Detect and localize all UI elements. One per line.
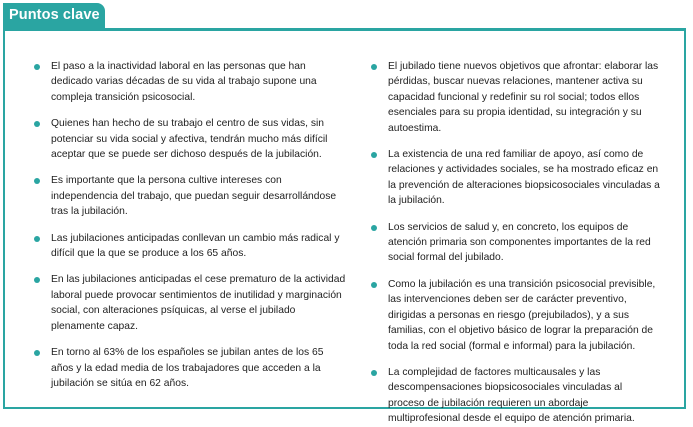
section-title: Puntos clave (9, 7, 100, 23)
list-item-text: Como la jubilación es una transición psicosocial previsible, las intervenciones deben ser de carácter preventivo, dirigidas a personas en riesgo (prejubilados), y a sus familias, con el objetivo básico de lograr la preparación de toda la red social (formal e informal) para la jubilación. (388, 278, 656, 352)
list-item-text: Es importante que la persona cultive intereses con independencia del trabajo, que puedan seguir desarrollándose tras la jubilación. (51, 175, 337, 218)
list-item-text: El jubilado tiene nuevos objetivos que afrontar: elaborar las pérdidas, buscar nuevas relaciones, mantener activa su capacidad funcional y redefinir su rol social; todos ellos esenciales para su propia identidad, su integración y su autoestima. (388, 61, 659, 134)
list-item-text: La existencia de una red familiar de apoyo, así como de relaciones y actividades sociales, se ha mostrado eficaz en la prevención de alteraciones biopsicosociales vinculadas a la jubilación. (388, 149, 660, 207)
list-item-text: Las jubilaciones anticipadas conllevan un cambio más radical y difícil que la que se produce a los 65 años. (51, 232, 340, 260)
bullet-icon (34, 121, 40, 127)
bullet-icon (34, 277, 40, 283)
list-item (371, 277, 661, 354)
bullet-icon (34, 64, 40, 70)
bullet-icon (371, 152, 377, 158)
list-item (34, 231, 346, 262)
list-item (34, 173, 346, 219)
bullet-icon (371, 64, 377, 70)
bullet-icon (371, 282, 377, 288)
list-item-text: Quienes han hecho de su trabajo el centro de sus vidas, sin potenciar su vida social y afectiva, tendrán mucho más difícil aceptar que se puede ser dichoso después de la jubilación. (51, 118, 328, 161)
bullet-icon (371, 225, 377, 231)
bullet-icon (371, 370, 377, 376)
list-item (34, 59, 346, 105)
list-item-text: La complejidad de factores multicausales y las descompensaciones biopsicosociales vinculadas al proceso de jubilación requieren un abordaje multiprofesional desde el equipo de atención primaria. (388, 366, 635, 425)
list-item (371, 220, 661, 266)
list-item-text: En las jubilaciones anticipadas el cese prematuro de la actividad laboral puede provocar sentimientos de inutilidad y marginación social, con alteraciones psíquicas, al verse el jubilado plenamente capaz. (51, 274, 346, 332)
right-column (371, 51, 661, 427)
left-column (34, 51, 346, 391)
list-item-text: Los servicios de salud y, en concreto, los equipos de atención primaria son componentes importantes de la red social formal del jubilado. (388, 221, 651, 264)
header-tab (3, 3, 105, 29)
list-item (371, 365, 661, 427)
list-item (371, 59, 661, 136)
bullet-icon (34, 178, 40, 184)
list-item (34, 116, 346, 162)
key-points-box (3, 28, 686, 425)
bullet-icon (34, 236, 40, 242)
list-item (34, 345, 346, 391)
list-item (371, 147, 661, 209)
bullet-icon (34, 350, 40, 356)
list-item-text: En torno al 63% de los españoles se jubilan antes de los 65 años y la edad media de los trabajadores que acceden a la jubilación se sitúa en 62 años. (51, 347, 324, 389)
list-item (34, 272, 346, 334)
list-item-text: El paso a la inactividad laboral en las personas que han dedicado varias décadas de su vida al trabajo supone una compleja transición psicosocial. (51, 61, 317, 103)
